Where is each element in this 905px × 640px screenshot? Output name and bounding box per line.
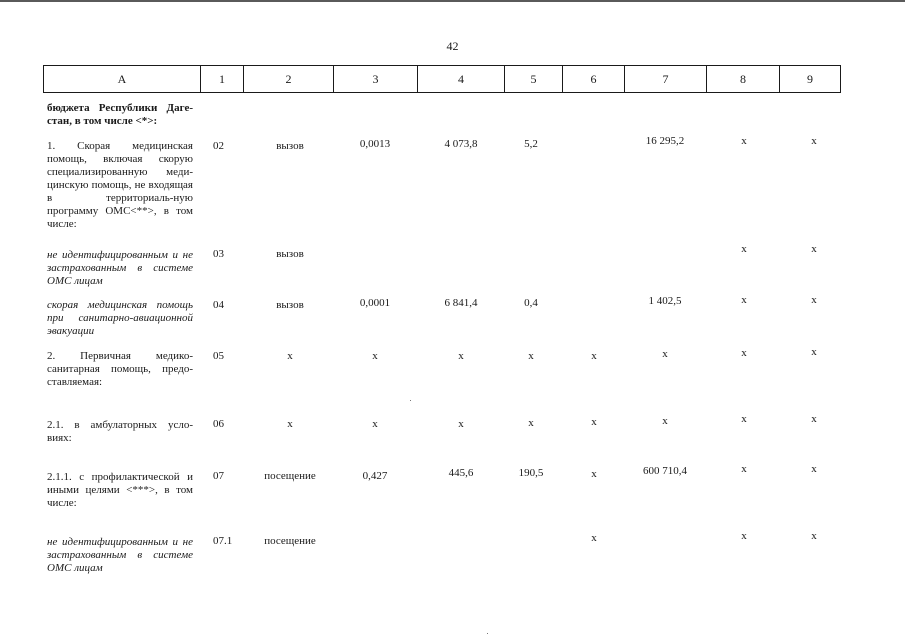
row-value-9: х: [811, 463, 817, 475]
row-unit: х: [287, 418, 293, 430]
scan-speck: [410, 400, 411, 401]
header-col-7: 7: [662, 72, 669, 86]
row-value-4: х: [458, 350, 464, 362]
row-value-4: 445,6: [448, 467, 474, 479]
row-description: бюджета Республики Даге-стан, в том числе <*>:: [47, 102, 193, 127]
row-unit: посещение: [264, 535, 316, 547]
row-value-7: х: [662, 348, 668, 360]
row-value-8: х: [741, 243, 747, 255]
row-description: не идентифицированным и не застрахованным в системе ОМС лицам: [47, 249, 193, 287]
row-description: 1. Скорая медицинская помощь, включая скорую специализированную меди-цинскую помощь, не входящая в территориаль-ную программу ОМС<**>, в том числе:: [47, 140, 193, 230]
row-value-6: х: [591, 350, 597, 362]
row-value-7: 1 402,5: [648, 295, 682, 307]
row-value-9: х: [811, 530, 817, 542]
header-col-1: 1: [219, 72, 225, 86]
row-value-4: 6 841,4: [444, 297, 478, 309]
scan-speck: [487, 633, 488, 634]
header-bottom-rule: [43, 92, 840, 93]
row-value-8: х: [741, 530, 747, 542]
row-value-3: 0,0013: [359, 138, 391, 150]
header-col-9: 9: [807, 72, 813, 86]
row-code: 07.1: [213, 535, 233, 547]
row-description: не идентифицированным и не застрахованным в системе ОМС лицам: [47, 536, 193, 574]
header-col-4: 4: [458, 72, 464, 86]
row-unit: вызов: [276, 140, 304, 152]
row-code: 05: [213, 350, 224, 362]
row-code: 06: [213, 418, 224, 430]
row-value-4: 4 073,8: [444, 138, 478, 150]
row-value-5: 5,2: [524, 138, 538, 150]
row-unit: вызов: [276, 299, 304, 311]
row-value-8: х: [741, 294, 747, 306]
row-value-3: х: [372, 418, 378, 430]
row-unit: вызов: [276, 248, 304, 260]
row-description: 2.1.1. с профилактической и иными целями <***>, в том числе:: [47, 471, 193, 509]
row-value-9: х: [811, 294, 817, 306]
page-top-edge: [0, 0, 905, 2]
row-value-8: х: [741, 463, 747, 475]
row-value-9: х: [811, 413, 817, 425]
row-description: скорая медицинская помощь при санитарно-авиационной эвакуации: [47, 299, 193, 337]
header-col-6: 6: [590, 72, 597, 86]
row-value-8: х: [741, 135, 747, 147]
row-unit: посещение: [264, 470, 316, 482]
row-value-3: х: [372, 350, 378, 362]
row-value-3: 0,0001: [359, 297, 391, 309]
row-value-9: х: [811, 346, 817, 358]
row-value-5: 0,4: [524, 297, 538, 309]
row-code: 04: [213, 299, 224, 311]
row-description: 2. Первичная медико-санитарная помощь, предо-ставляемая:: [47, 350, 193, 388]
row-description: 2.1. в амбулаторных усло-виях:: [47, 419, 193, 444]
row-value-9: х: [811, 243, 817, 255]
row-code: 07: [213, 470, 224, 482]
header-col-a: A: [117, 72, 127, 86]
row-value-9: х: [811, 135, 817, 147]
header-col-8: 8: [740, 72, 746, 86]
row-value-6: х: [591, 532, 597, 544]
header-col-2: 2: [285, 72, 292, 86]
row-value-3: 0,427: [362, 470, 388, 482]
header-col-3: 3: [372, 72, 379, 86]
row-value-5: х: [528, 417, 534, 429]
page-number: 42: [446, 39, 459, 53]
row-value-7: 16 295,2: [645, 135, 685, 147]
row-value-7: х: [662, 415, 668, 427]
row-unit: х: [287, 350, 293, 362]
row-value-5: 190,5: [518, 467, 544, 479]
row-value-8: х: [741, 413, 747, 425]
header-divider: [840, 65, 841, 93]
row-code: 03: [213, 248, 224, 260]
row-value-8: х: [741, 347, 747, 359]
header-col-5: 5: [530, 72, 537, 86]
row-value-4: х: [458, 418, 464, 430]
row-value-5: х: [528, 350, 534, 362]
row-code: 02: [213, 140, 224, 152]
row-value-6: х: [591, 416, 597, 428]
row-value-7: 600 710,4: [643, 465, 687, 477]
row-value-6: х: [591, 468, 597, 480]
